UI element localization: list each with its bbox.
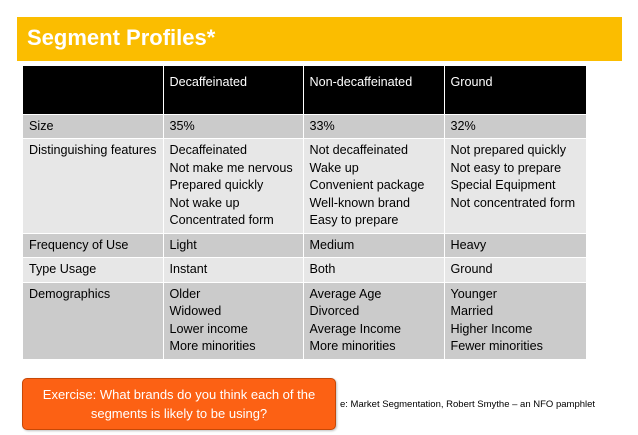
- cell-text: Concentrated form: [169, 213, 274, 227]
- table-row: [23, 258, 586, 283]
- cell-text: Younger: [450, 286, 497, 301]
- row-label-size: Size: [23, 114, 163, 139]
- table-row: [23, 114, 586, 139]
- cell-text: Wake up: [309, 160, 359, 175]
- cell-text: Decaffeinated: [169, 143, 247, 157]
- header-decaffeinated: Decaffeinated: [163, 66, 303, 114]
- table-cell: [163, 139, 303, 234]
- table-cell: [163, 114, 303, 139]
- table-cell: [163, 233, 303, 258]
- cell-text: Not concentrated form: [450, 195, 576, 210]
- table-cell: [444, 233, 586, 258]
- cell-text: Easy to prepare: [309, 213, 399, 227]
- row-label-distinguishing-features: Distinguishing features: [23, 139, 163, 234]
- cell-text: Divorced: [309, 304, 360, 318]
- header-ground: Ground: [444, 66, 586, 114]
- cell-text: Heavy: [450, 237, 487, 252]
- callout-line-1: Exercise: What brands do you think each of the: [42, 387, 316, 402]
- table-cell: [444, 139, 586, 234]
- cell-text: Well-known brand: [309, 195, 411, 210]
- table-cell: [444, 258, 586, 283]
- table-cell: [303, 114, 444, 139]
- source-note: e: Market Segmentation, Robert Smythe – an NFO pamphlet: [340, 399, 596, 410]
- cell-text: 33%: [309, 118, 335, 133]
- cell-text: Not decaffeinated: [309, 143, 408, 157]
- table-cell: [444, 114, 586, 139]
- row-label-demographics: Demographics: [23, 282, 163, 359]
- cell-text: Prepared quickly: [169, 178, 264, 192]
- callout-line-2: segments is likely to be using?: [90, 406, 268, 421]
- cell-text: Not wake up: [169, 195, 240, 210]
- table-cell: [163, 282, 303, 359]
- cell-text: Lower income: [169, 321, 248, 336]
- cell-text: Convenient package: [309, 178, 425, 192]
- cell-text: More minorities: [169, 339, 256, 353]
- table-cell: [444, 282, 586, 359]
- cell-text: More minorities: [309, 339, 396, 353]
- cell-text: Average Age: [309, 286, 382, 301]
- table-cell: [163, 258, 303, 283]
- table-header-row: [23, 66, 586, 114]
- segment-profiles-table: [23, 66, 586, 359]
- cell-text: Widowed: [169, 304, 222, 318]
- table-cell: [303, 282, 444, 359]
- table-cell: [303, 139, 444, 234]
- cell-text: Special Equipment: [450, 178, 556, 192]
- cell-text: Higher Income: [450, 321, 533, 336]
- cell-text: Fewer minorities: [450, 339, 543, 353]
- table-row: [23, 139, 586, 234]
- cell-text: Not make me nervous: [169, 160, 293, 175]
- cell-text: Not easy to prepare: [450, 160, 562, 175]
- cell-text: Medium: [309, 237, 355, 252]
- title-bar: [17, 17, 622, 61]
- cell-text: Not prepared quickly: [450, 143, 567, 157]
- cell-text: Ground: [450, 262, 493, 276]
- cell-text: Light: [169, 237, 197, 252]
- cell-text: Married: [450, 304, 494, 318]
- row-label-frequency-of-use: Frequency of Use: [23, 233, 163, 258]
- cell-text: Average Income: [309, 321, 401, 336]
- cell-text: Older: [169, 286, 201, 301]
- cell-text: 35%: [169, 118, 195, 133]
- header-non-decaffeinated: Non-decaffeinated: [303, 66, 444, 114]
- row-label-type-usage: Type Usage: [23, 258, 163, 283]
- cell-text: Instant: [169, 262, 208, 276]
- slide-title: Segment Profiles*: [27, 25, 216, 50]
- table-row: [23, 282, 586, 359]
- table-cell: [303, 258, 444, 283]
- cell-text: 32%: [450, 118, 476, 133]
- header-empty: [23, 66, 163, 114]
- cell-text: Both: [309, 262, 336, 276]
- exercise-callout: [22, 378, 336, 430]
- table-row: [23, 233, 586, 258]
- table-cell: [303, 233, 444, 258]
